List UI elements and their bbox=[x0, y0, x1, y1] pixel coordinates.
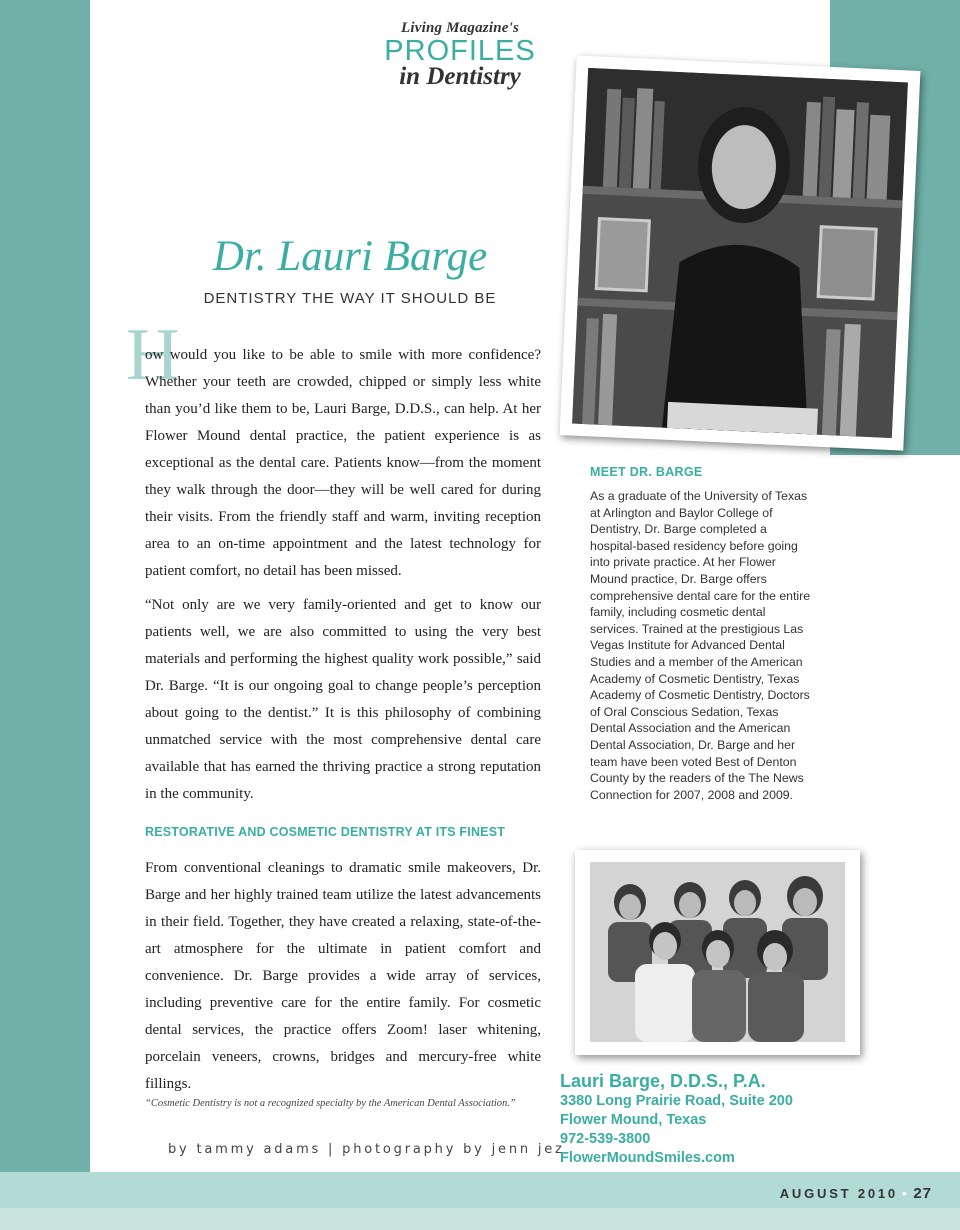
folio-page-number: 27 bbox=[913, 1185, 932, 1202]
folio-issue: AUGUST 2010 bbox=[779, 1186, 898, 1201]
masthead-subtitle: in Dentistry bbox=[399, 63, 521, 90]
masthead-title: PROFILES bbox=[384, 35, 536, 67]
article-paragraph-3: From conventional cleanings to dramatic smile makeovers, Dr. Barge and her highly trained team utilize the latest advancements in their field. Together, they have created a relaxing, state-of-the-art atmosphere for the ultimate in patient comfort and convenience. Dr. Barge provides a wide array of services, including preventive care for the entire family. For cosmetic dental services, the practice offers Zoom! laser whitening, porcelain veneers, crowns, bridges and mercury-free white fillings. bbox=[145, 860, 541, 1092]
practice-name: Lauri Barge, D.D.S., P.A. bbox=[560, 1071, 766, 1091]
footnote: “Cosmetic Dentistry is not a recognized specialty by the American Dental Association.” bbox=[145, 1098, 516, 1109]
masthead-kicker: Living Magazine's bbox=[401, 20, 519, 36]
footer-band-lower bbox=[0, 1208, 960, 1230]
article-headline: Dr. Lauri Barge bbox=[212, 233, 488, 280]
sidebar-heading: MEET DR. BARGE bbox=[590, 465, 703, 479]
page-folio bbox=[780, 1185, 932, 1202]
byline-credit: by tammy adams | photography by jenn jez bbox=[168, 1142, 565, 1157]
practice-website[interactable]: FlowerMoundSmiles.com bbox=[560, 1150, 735, 1166]
masthead bbox=[380, 20, 540, 89]
practice-phone: 972-539-3800 bbox=[560, 1131, 651, 1147]
article-paragraph-1: ow would you like to be able to smile with more confidence? Whether your teeth are crowded, chipped or simply less white than you’d like them to be, Lauri Barge, D.D.S., can help. At her Flower Mound dental practice, the patient experience is as exceptional as the dental care. Patients know—from the moment they walk through the door—they will be well cared for during their visits. From the friendly staff and warm, inviting reception area to an on-time appointment and the latest technology for patient comfort, no detail has been missed. bbox=[145, 347, 541, 579]
portrait-photo bbox=[560, 55, 921, 450]
article-deck: DENTISTRY THE WAY IT SHOULD BE bbox=[203, 290, 497, 307]
folio-separator: • bbox=[901, 1186, 910, 1201]
team-image bbox=[590, 862, 845, 1042]
sidebar-body: As a graduate of the University of Texas at Arlington and Baylor College of Dentistry, Dr. Barge completed a hospital-based residency before going into private practice. At her Flower Mound practice, Dr. Barge offers comprehensive dental care for the entire family, including cosmetic dental services. Trained at the prestigious Las Vegas Institute for Advanced Dental Studies and a member of the American Academy of Cosmetic Dentistry, Texas Academy of Cosmetic Dentistry, Doctors of Oral Conscious Sedation, Texas Dental Association and the American Dental Association, Dr. Barge and her team have been voted Best of Denton County by the readers of the The News Connection for 2007, 2008 and 2009. bbox=[590, 489, 811, 802]
team-photo bbox=[575, 850, 860, 1055]
contact-block bbox=[560, 1070, 793, 1168]
portrait-image bbox=[572, 68, 908, 438]
section-heading: RESTORATIVE AND COSMETIC DENTISTRY AT ITS FINEST bbox=[145, 825, 506, 839]
practice-address: 3380 Long Prairie Road, Suite 200 bbox=[560, 1093, 793, 1109]
article-paragraph-2: “Not only are we very family-oriented and get to know our patients well, we are also committed to using the very best materials and performing the highest quality work possible,” said Dr. Barge. “It is our ongoing goal to change people’s perception about going to the dentist.” It is this philosophy of combining unmatched service with the most comprehensive dental care available that has earned the thriving practice a strong reputation in the community. bbox=[145, 597, 541, 802]
practice-city: Flower Mound, Texas bbox=[560, 1112, 707, 1128]
drop-cap: H bbox=[126, 314, 180, 396]
